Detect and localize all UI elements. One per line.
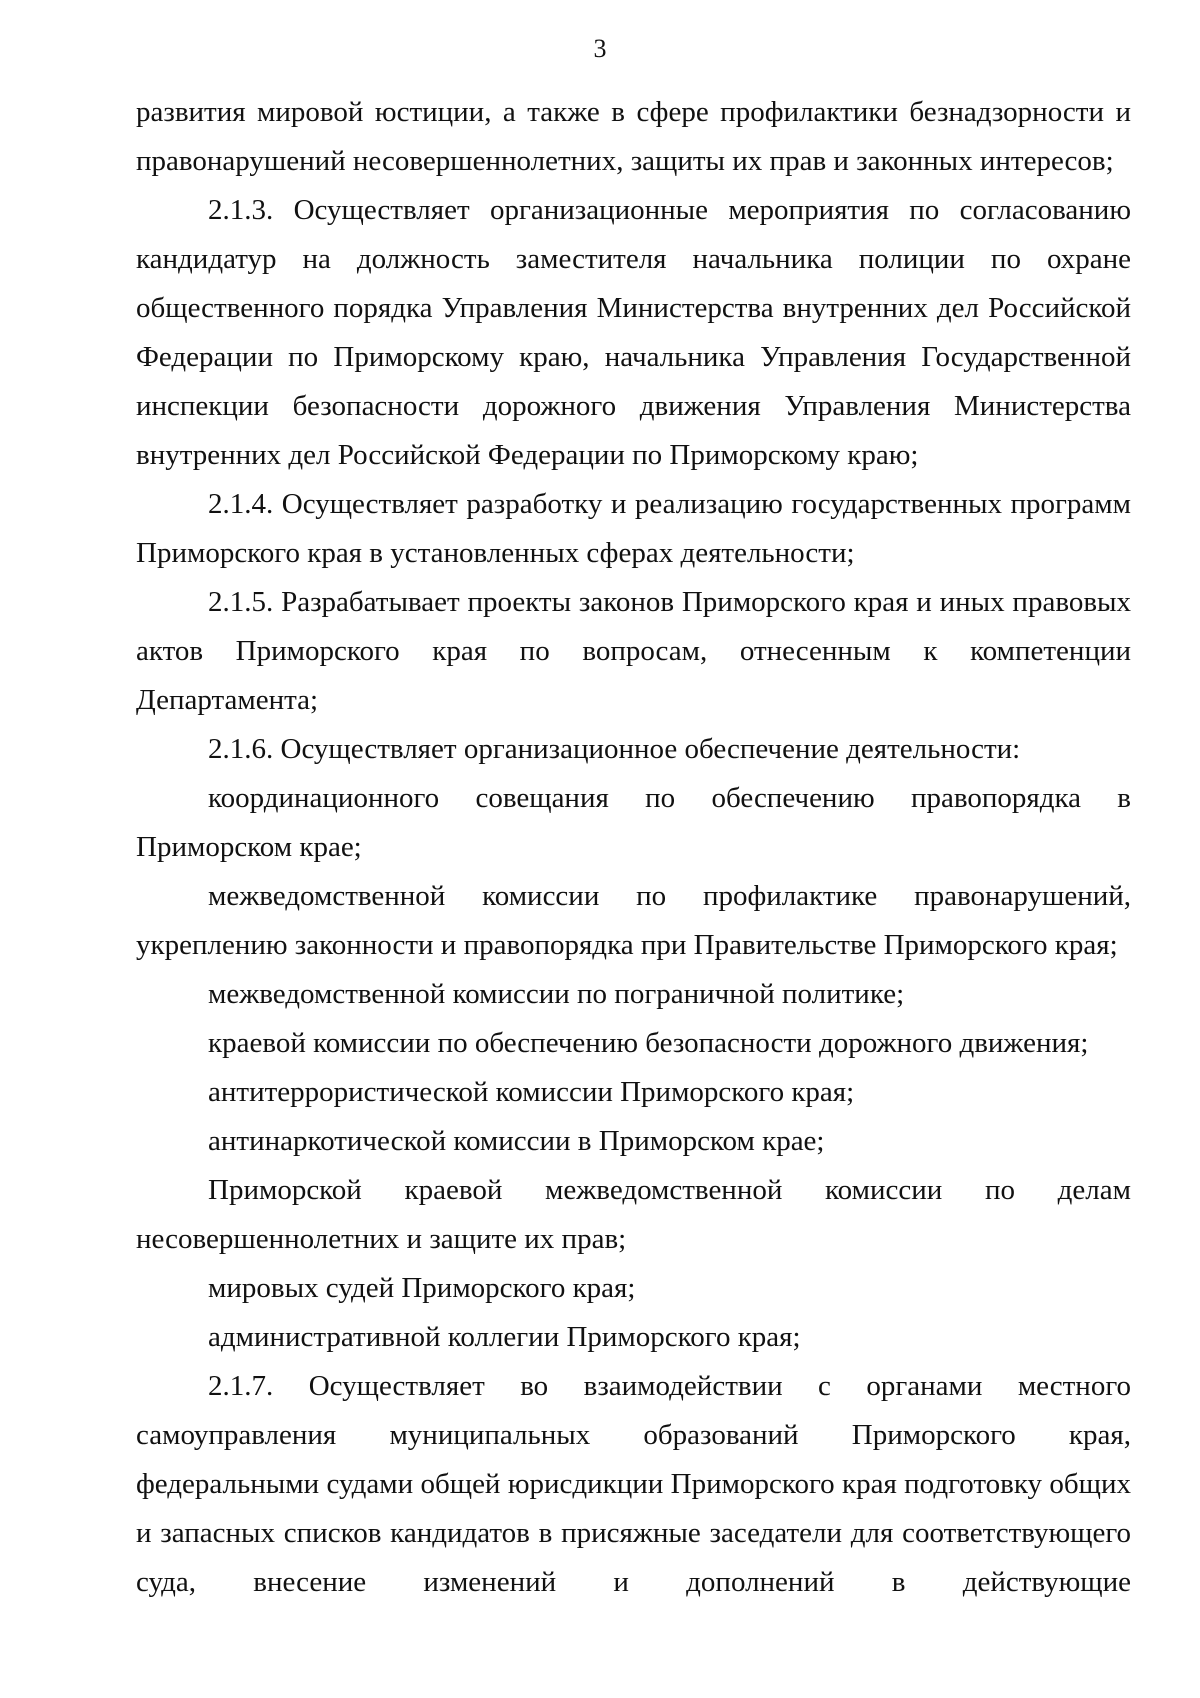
document-body: [136, 88, 1131, 1607]
paragraph: антинаркотической комиссии в Приморском крае;: [208, 1125, 825, 1157]
paragraph: 2.1.7. Осуществляет во взаимодействии с органами местного самоуправления муниципальных образований Приморского края, федеральными судами общей юрисдикции Приморского края подготовку общих и запасных списков кандидатов в присяжные заседатели для соответствующего суда, внесение изменений и дополнений в действующие: [136, 1370, 1131, 1598]
paragraph: 2.1.4. Осуществляет разработку и реализацию государственных программ Приморского края в установленных сферах деятельности;: [136, 488, 1131, 569]
paragraph: антитеррористической комиссии Приморского края;: [208, 1076, 855, 1108]
paragraph: 2.1.5. Разрабатывает проекты законов Приморского края и иных правовых актов Приморского края по вопросам, отнесенным к компетенции Департамента;: [136, 586, 1131, 716]
paragraph: 2.1.3. Осуществляет организационные мероприятия по согласованию кандидатур на должность заместителя начальника полиции по охране общественного порядка Управления Министерства внутренних дел Российской Федерации по Приморскому краю, начальника Управления Государственной инспекции безопасности дорожного движения Управления Министерства внутренних дел Российской Федерации по Приморскому краю;: [136, 194, 1131, 471]
paragraph: 2.1.6. Осуществляет организационное обеспечение деятельности:: [208, 733, 1021, 765]
paragraph: административной коллегии Приморского края;: [208, 1321, 801, 1353]
paragraph: Приморской краевой межведомственной комиссии по делам несовершеннолетних и защите их прав;: [136, 1174, 1131, 1255]
paragraph: развития мировой юстиции, а также в сфере профилактики безнадзорности и правонарушений несовершеннолетних, защиты их прав и законных интересов;: [136, 96, 1131, 177]
paragraph: межведомственной комиссии по профилактике правонарушений, укреплению законности и правопорядка при Правительстве Приморского края;: [136, 880, 1131, 961]
paragraph: мировых судей Приморского края;: [208, 1272, 636, 1304]
paragraph: краевой комиссии по обеспечению безопасности дорожного движения;: [208, 1027, 1089, 1059]
page-number: 3: [593, 34, 607, 63]
paragraph: координационного совещания по обеспечению правопорядка в Приморском крае;: [136, 782, 1131, 863]
paragraph: межведомственной комиссии по пограничной политике;: [208, 978, 905, 1010]
